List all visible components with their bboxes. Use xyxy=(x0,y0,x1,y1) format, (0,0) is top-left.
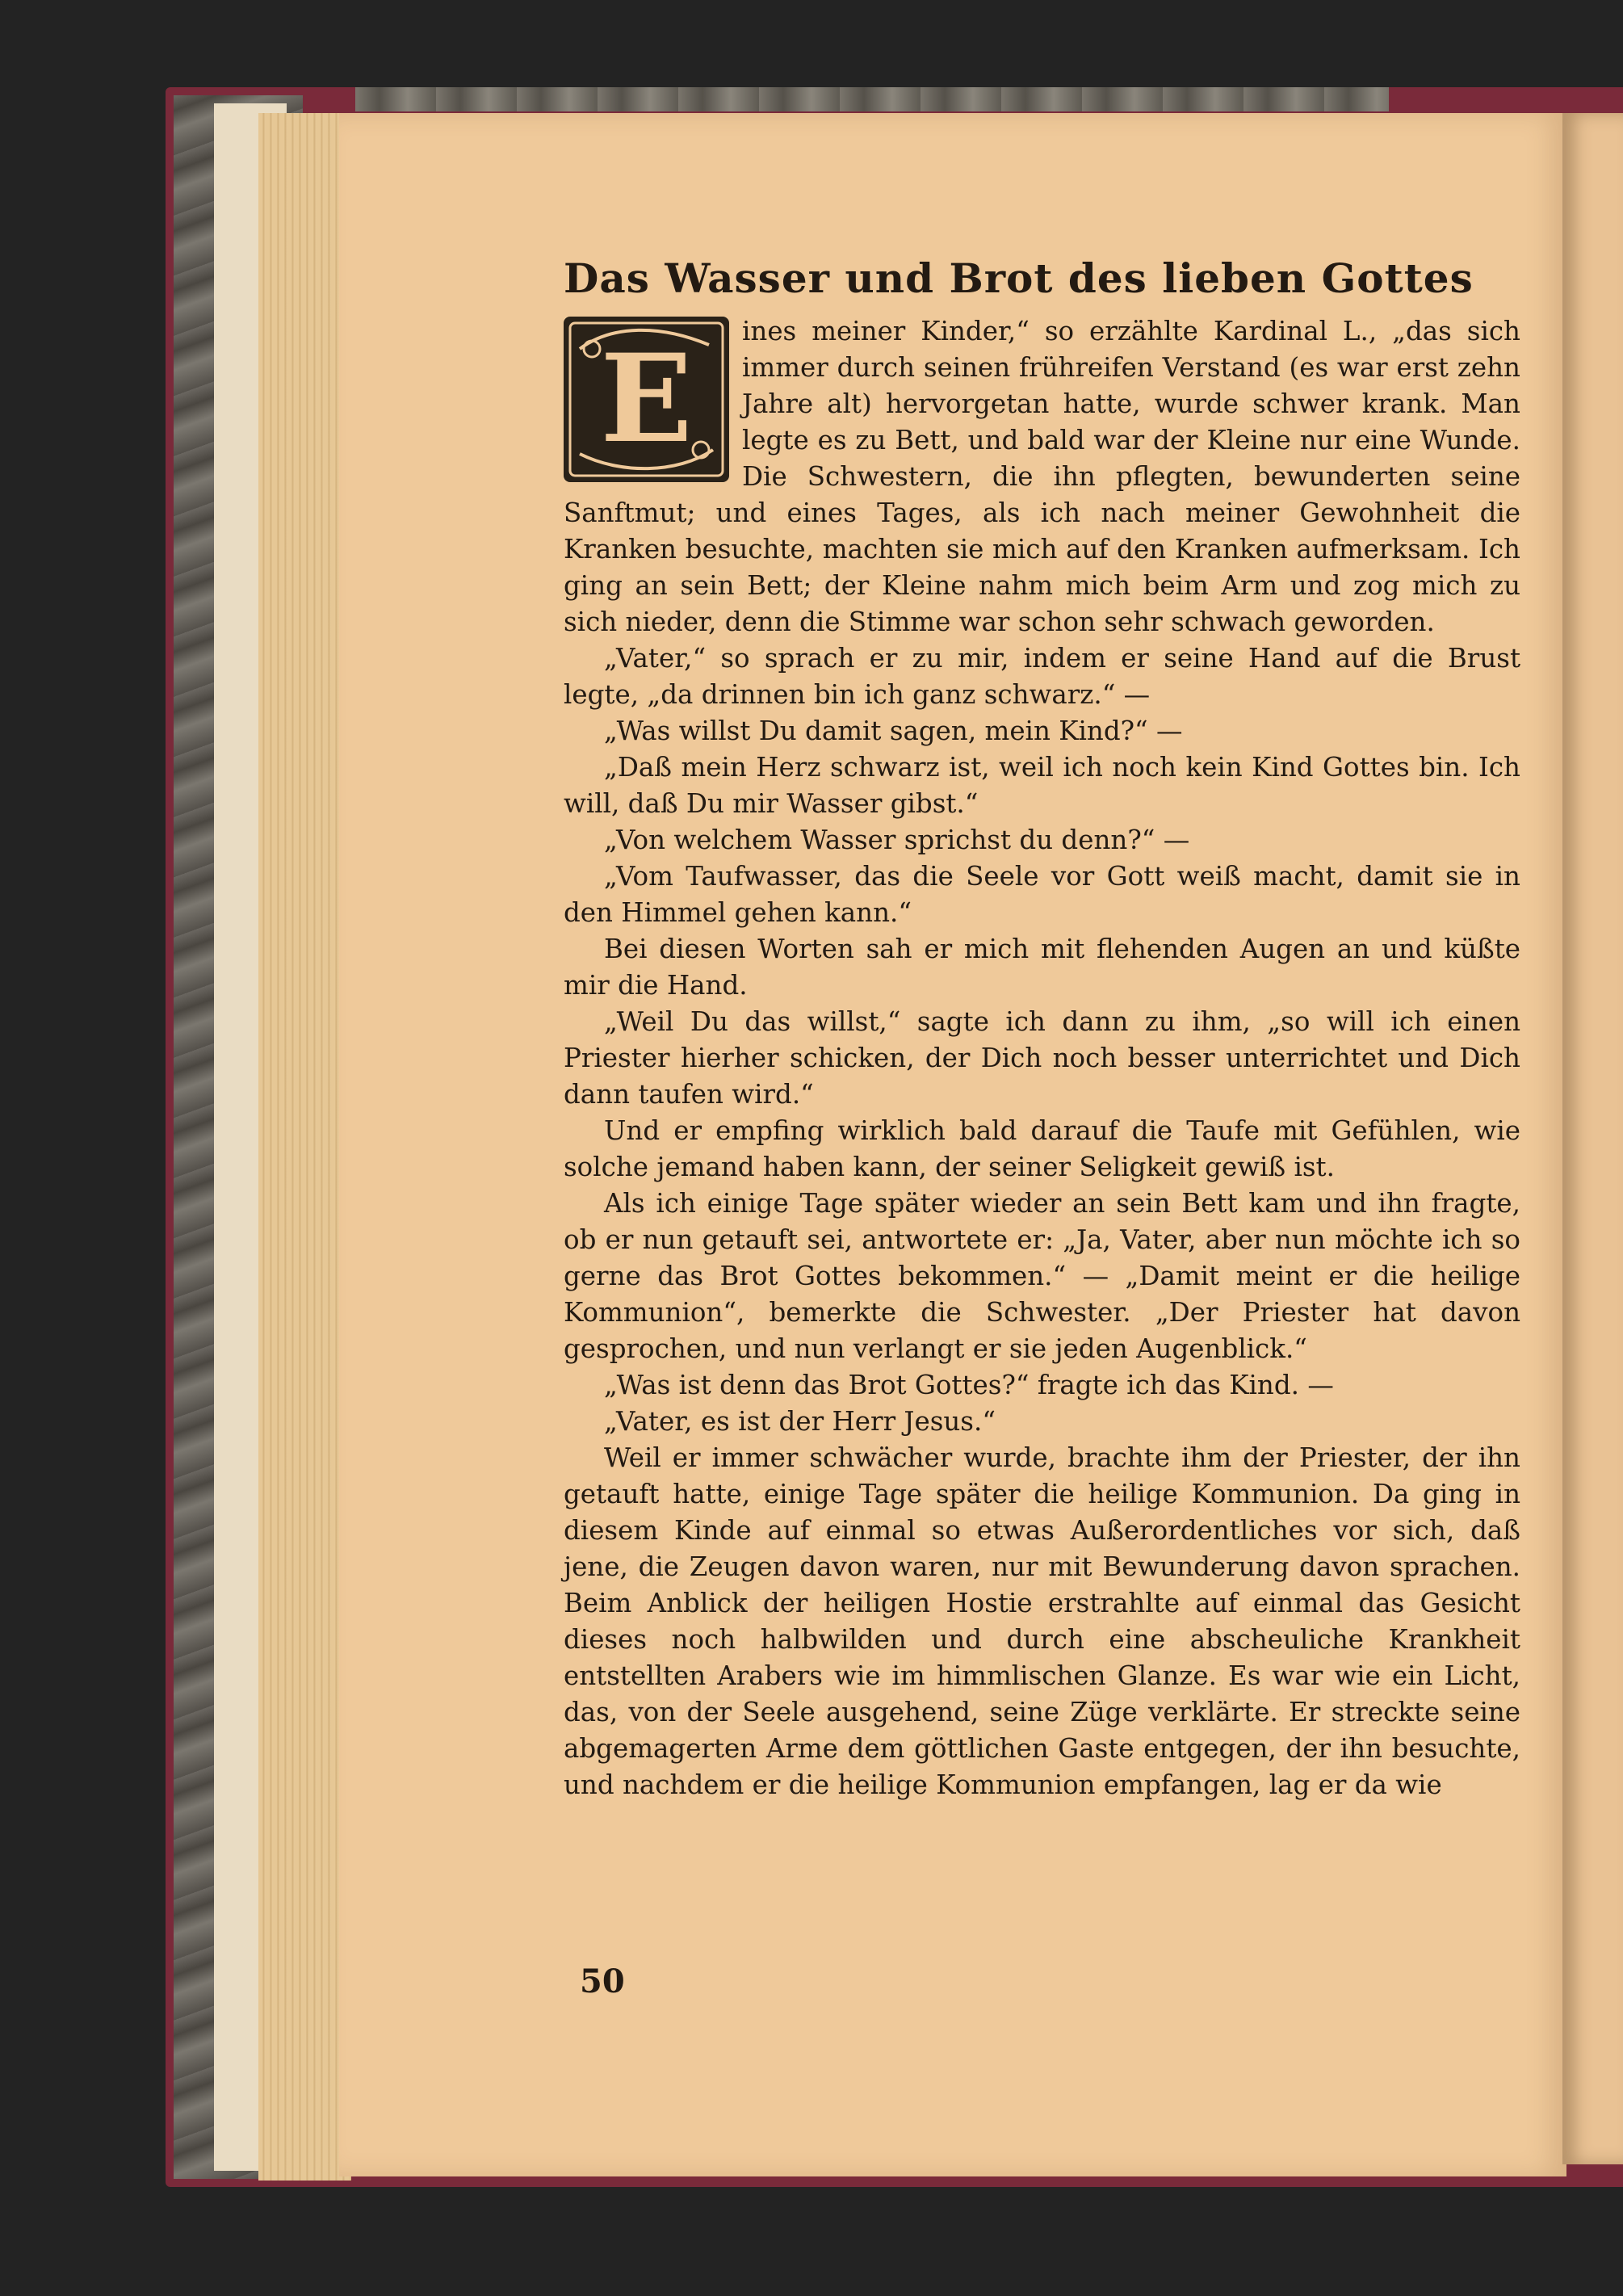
paragraph: Weil er immer schwächer wurde, brachte ihm der Priester, der ihn getauft hatte, einige Tage später die heilige Kommunion. Da ging in diesem Kinde auf einmal so etwas Außerordentliches vor sich, daß jene, die Zeugen davon waren, nur mit Bewunderung davon sprachen. Beim Anblick der heiligen Hostie erstrahlte auf einmal das Gesicht dieses noch halbwilden und durch eine abscheuliche Krankheit entstellten Arabers wie im himmlischen Glanze. Es war wie ein Licht, das, von der Seele ausgehend, seine Züge verklärte. Er streckte seine abgemagerten Arme dem göttlichen Gaste entgegen, der ihn besuchte, und nachdem er die heilige Kommunion empfangen, lag er da wie xyxy=(564,1442,1520,1800)
paragraph: Bei diesen Worten sah er mich mit flehenden Augen an und küßte mir die Hand. xyxy=(564,934,1520,1001)
drop-cap-initial xyxy=(564,317,729,482)
marbled-endpaper-top xyxy=(355,87,1389,111)
drop-cap-letter: E xyxy=(600,328,693,470)
page-number: 50 xyxy=(580,1962,625,2000)
page-title: Das Wasser und Brot des lieben Gottes xyxy=(564,254,1474,302)
paragraph: „Vater,“ so sprach er zu mir, indem er seine Hand auf die Brust legte, „da drinnen bin ich ganz schwarz.“ — xyxy=(564,643,1520,710)
body-text xyxy=(564,313,1520,1803)
paragraph: ines meiner Kinder,“ so erzählte Kardinal L., „das sich immer durch seinen frühreifen Verstand (es war erst zehn Jahre alt) hervorgetan hatte, wurde schwer krank. Man legte es zu Bett, und bald war der Kleine nur eine Wunde. Die Schwestern, die ihn pflegten, bewunderten seine Sanftmut; und eines Tages, als ich nach meiner Gewohnheit die Kranken besuchte, machten sie mich auf den Kranken aufmerksam. Ich ging an sein Bett; der Kleine nahm mich beim Arm und zog mich zu sich nieder, denn die Stimme war schon sehr schwach geworden. xyxy=(564,316,1520,637)
paragraph: „Von welchem Wasser sprichst du denn?“ — xyxy=(604,825,1190,855)
paragraph: „Vom Taufwasser, das die Seele vor Gott weiß macht, damit sie in den Himmel gehen kann.“ xyxy=(564,861,1520,928)
paragraph: Und er empfing wirklich bald darauf die Taufe mit Gefühlen, wie solche jemand haben kann, der seiner Seligkeit gewiß ist. xyxy=(564,1115,1520,1182)
paragraph: „Vater, es ist der Herr Jesus.“ xyxy=(604,1406,996,1437)
paragraph: Als ich einige Tage später wieder an sein Bett kam und ihn fragte, ob er nun getauft sei, antwortete er: „Ja, Vater, aber nun möchte ich so gerne das Brot Gottes bekommen.“ — „Damit meint er die heilige Kommunion“, bemerkte die Schwester. „Der Priester hat davon gesprochen, und nun verlangt er sie jeden Augenblick.“ xyxy=(564,1188,1520,1364)
page-edges xyxy=(258,113,351,2181)
paragraph: „Weil Du das willst,“ sagte ich dann zu ihm, „so will ich einen Priester hierher schicken, der Dich noch besser unterrichtet und Dich dann taufen wird.“ xyxy=(564,1006,1520,1110)
paragraph: „Daß mein Herz schwarz ist, weil ich noch kein Kind Gottes bin. Ich will, daß Du mir Wasser gibst.“ xyxy=(564,752,1520,819)
facing-page-edge xyxy=(1562,113,1623,2164)
paragraph: „Was ist denn das Brot Gottes?“ fragte ich das Kind. — xyxy=(604,1370,1334,1400)
paragraph: „Was willst Du damit sagen, mein Kind?“ — xyxy=(604,716,1183,746)
text-block xyxy=(564,254,1520,1803)
